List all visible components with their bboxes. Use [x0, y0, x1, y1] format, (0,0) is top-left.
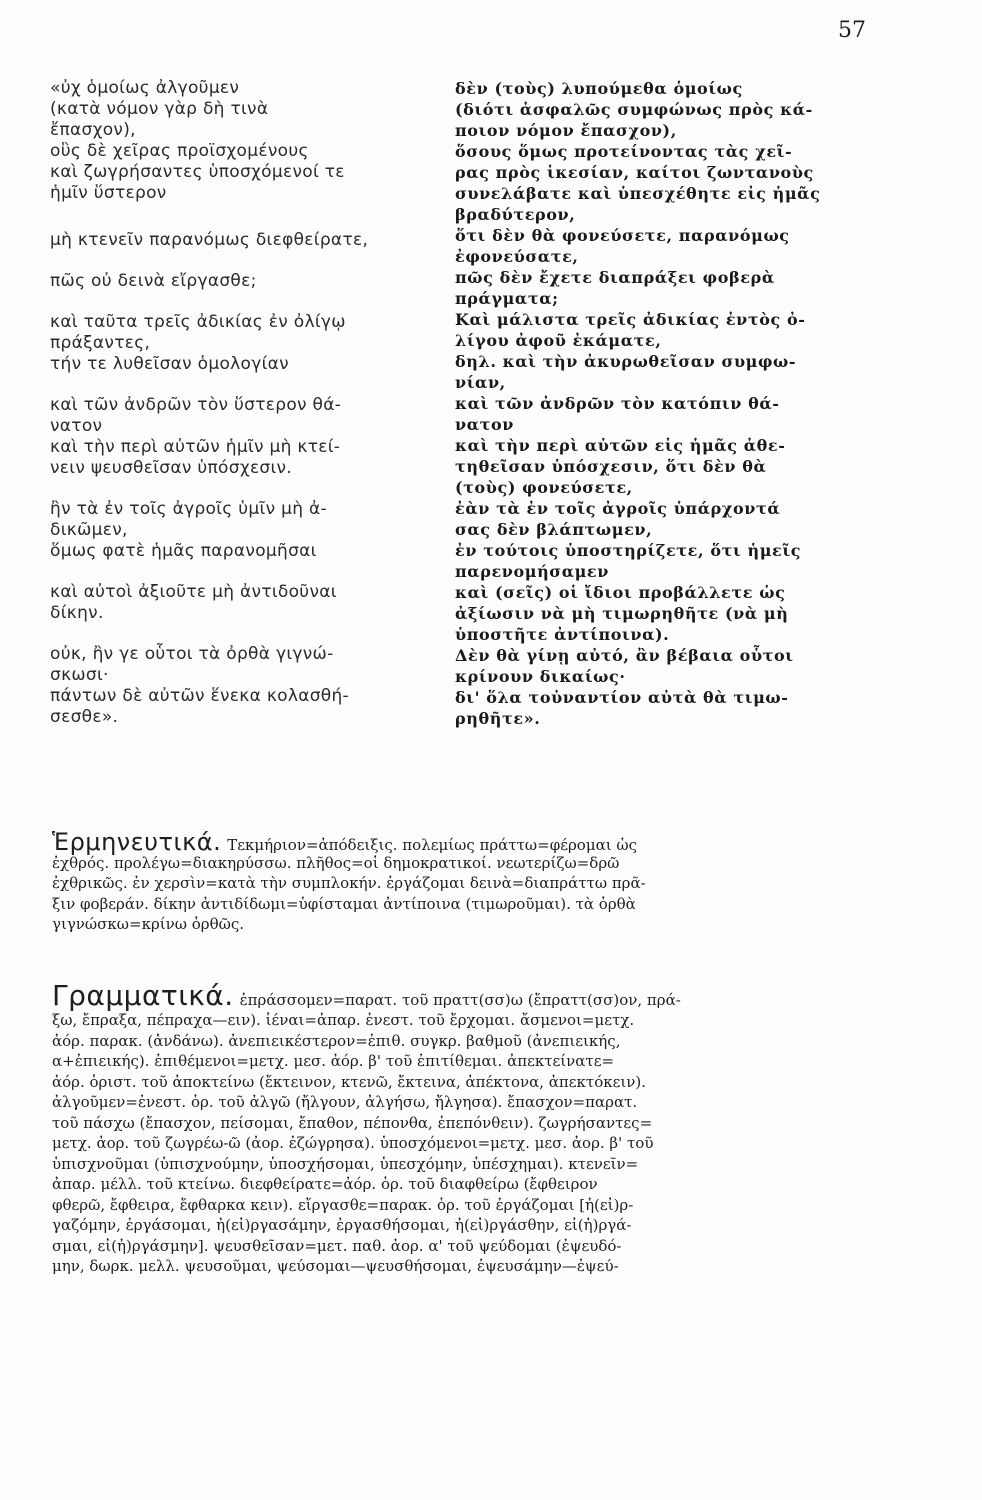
greek-stanza [50, 395, 442, 479]
verse-line: καὶ αὐτοὶ ἀξιοῦτε μὴ ἀντιδοῦναι [50, 582, 337, 602]
verse-line: δὲν (τοὺς) λυπούμεθα ὁμοίως [455, 79, 743, 98]
verse-line: ἐν τούτοις ὑποστηρίζετε, ὅτι ἡμεῖς [455, 541, 802, 560]
verse-line: καὶ (σεῖς) οἱ ἴδιοι προβάλλετε ὡς [455, 583, 786, 602]
verse-line: ἢν τὰ ἐν τοῖς ἀγροῖς ὑμῖν μὴ ἀ- [50, 499, 327, 519]
verse-line: δίκην. [50, 603, 104, 623]
translation-block [455, 78, 880, 729]
note-line: ἀόρ. ὁριστ. τοῦ ἀποκτείνω (ἔκτεινον, κτενῶ, ἔκτεινα, ἀπέκτονα, ἀπεκτόκειν). [52, 1072, 646, 1091]
note-line: ἀπαρ. μέλλ. τοῦ κτείνω. διεφθείρατε=ἀόρ. ὁρ. τοῦ διαφθείρω (ἔφθειρον [52, 1175, 598, 1193]
verse-line: ἐὰν τὰ ἐν τοῖς ἀγροῖς ὑπάρχοντά [455, 499, 781, 518]
note-line: ἐχθρικῶς. ἐν χερσὶν=κατὰ τὴν συμπλοκήν. ἐργάζομαι δεινὰ=διαπράττω πρᾶ- [52, 874, 646, 892]
verse-line: ρηθῆτε». [455, 709, 541, 728]
greek-stanza [50, 78, 442, 204]
verse-line: (τοὺς) φονεύσετε, [455, 478, 633, 497]
greek-stanza [50, 582, 442, 624]
verse-line: καὶ τῶν ἀνδρῶν τὸν ὕστερον θά- [50, 395, 342, 415]
verse-line: ἔπασχον), [50, 120, 136, 140]
note-line: σμαι, εἰ(ἠ)ργάσμην]. ψευσθεῖσαν=μετ. παθ. ἀορ. α' τοῦ ψεύδομαι (ἐψευδό- [52, 1236, 622, 1255]
verse-line: ἡμῖν ὕστερον [50, 183, 167, 203]
verse-line: (κατὰ νόμον γὰρ δὴ τινὰ [50, 99, 269, 119]
note-line: ξιν φοβεράν. δίκην ἀντιδίδωμι=ὑφίσταμαι ἀντίποινα (τιμωροῦμαι). τὰ ὀρθὰ [52, 894, 636, 913]
verse-line: βραδύτερον, [455, 205, 576, 224]
note-line: μετχ. ἀορ. τοῦ ζωγρέω-ῶ (ἀορ. ἐζώγρησα). ὑποσχόμενοι=μετχ. μεσ. ἀορ. β' τοῦ [52, 1134, 654, 1152]
verse-line: κρίνουν δικαίως· [455, 667, 626, 686]
greek-stanza [50, 271, 442, 292]
note-line: ἀλγοῦμεν=ἐνεστ. ὁρ. τοῦ ἀλγῶ (ἤλγουν, ἀλγήσω, ἤλγησα). ἔπασχον=παρατ. [52, 1093, 638, 1111]
verse-line: νίαν, [455, 373, 506, 392]
page-number: 57 [838, 18, 866, 43]
verse-line: καὶ ζωγρήσαντες ὑποσχόμενοί τε [50, 162, 345, 182]
note-line: φθερῶ, ἔφθειρα, ἔφθαρκα κειν). εἴργασθε=παρακ. ὁρ. τοῦ ἐργάζομαι [ἠ(εἰ)ρ- [52, 1195, 634, 1214]
note-line: γιγνώσκω=κρίνω ὀρθῶς. [52, 915, 245, 933]
verse-line: οὐκ, ἢν γε οὗτοι τὰ ὀρθὰ γιγνώ- [50, 644, 334, 664]
note-text: Τεκμήριον=ἀπόδειξις. πολεμίως πράττω=φέρομαι ὡς [227, 836, 637, 854]
verse-line: πῶς δὲν ἔχετε διαπράξει φοβερὰ [455, 268, 775, 287]
verse-line: οὓς δὲ χεῖρας προϊσχομένους [50, 141, 309, 161]
verse-line: δικῶμεν, [50, 520, 128, 540]
verse-line: πάντων δὲ αὐτῶν ἕνεκα κολασθή- [50, 686, 349, 706]
verse-line: «ὐχ ὁμοίως ἀλγοῦμεν [50, 78, 240, 98]
verse-line: νειν ψευσθεῖσαν ὑπόσχεσιν. [50, 458, 293, 478]
verse-line: ὅσους ὅμως προτείνοντας τὰς χεῖ- [455, 142, 793, 161]
note-line: γαζόμην, ἐργάσομαι, ἠ(εἰ)ργασάμην, ἐργασθήσομαι, ἠ(εἰ)ργάσθην, εἰ(ἠ)ργά- [52, 1216, 632, 1234]
ancient-text-column [50, 78, 442, 748]
grammatika-notes [52, 979, 887, 1277]
verse-line: συνελάβατε καὶ ὑπεσχέθητε εἰς ἡμᾶς [455, 184, 821, 203]
verse-line: πῶς οὐ δεινὰ εἴργασθε; [50, 271, 257, 291]
note-text: ἐπράσσομεν=παρατ. τοῦ πραττ(σσ)ω (ἔπραττ(σσ)ον, πρά- [239, 991, 681, 1009]
note-line: ὑπισχνοῦμαι (ὑπισχνούμην, ὑποσχήσομαι, ὑπεσχόμην, ὑπέσχημαι). κτενεῖν= [52, 1154, 639, 1173]
note-line: ἐχθρός. προλέγω=διακηρύσσω. πλῆθος=οἱ δημοκρατικοί. νεωτερίζω=δρῶ [52, 853, 620, 872]
note-line [52, 828, 887, 856]
verse-line: νατον [455, 415, 514, 434]
verse-line: λίγου ἀφοῦ ἐκάματε, [455, 331, 662, 350]
verse-line: καὶ ταῦτα τρεῖς ἀδικίας ἐν ὀλίγῳ [50, 312, 346, 332]
greek-stanza [50, 644, 442, 728]
verse-line: ὅμως φατὲ ἡμᾶς παρανομῆσαι [50, 541, 317, 561]
verse-line: (διότι ἀσφαλῶς συμφώνως πρὸς κά- [455, 100, 813, 119]
verse-line: ἀξίωσιν νὰ μὴ τιμωρηθῆτε (νὰ μὴ [455, 604, 789, 623]
translation-column [455, 78, 880, 749]
verse-line: ρας πρὸς ἱκεσίαν, καίτοι ζωντανοὺς [455, 163, 814, 182]
verse-line: μὴ κτενεῖν παρανόμως διεφθείρατε, [50, 230, 369, 250]
note-line: ἀόρ. παρακ. (ἁνδάνω). ἀνεπιεικέστερον=ἐπιθ. συγκρ. βαθμοῦ (ἀνεπιεικής, [52, 1031, 621, 1050]
greek-stanza [50, 312, 442, 375]
hermeneutika-heading: Ἑρμηνευτικά. [52, 828, 222, 856]
verse-line: Δὲν θὰ γίνῃ αὐτό, ἂν βέβαια οὗτοι [455, 646, 794, 665]
grammatika-heading: Γραμματικά. [52, 979, 234, 1012]
verse-line: τηθεῖσαν ὑπόσχεσιν, ὅτι δὲν θὰ [455, 457, 767, 476]
verse-line: νατον [50, 416, 103, 436]
greek-stanza [50, 230, 442, 251]
verse-line: ὑποστῆτε ἀντίποινα). [455, 625, 670, 644]
note-line: ξω, ἔπραξα, πέπραχα—ειν). ἰέναι=ἀπαρ. ἐνεστ. τοῦ ἔρχομαι. ἄσμενοι=μετχ. [52, 1011, 635, 1029]
note-line: μην, δωρκ. μελλ. ψευσοῦμαι, ψεύσομαι—ψευσθήσομαι, ἐψευσάμην—ἐψεύ- [52, 1257, 619, 1275]
note-line: τοῦ πάσχω (ἔπασχον, πείσομαι, ἔπαθον, πέπονθα, ἐπεπόνθειν). ζωγρήσαντες= [52, 1113, 653, 1132]
verse-line: πράγματα; [455, 289, 559, 308]
verse-line: ποιον νόμον ἔπασχον), [455, 121, 677, 140]
greek-stanza [50, 499, 442, 562]
verse-line: Καὶ μάλιστα τρεῖς ἀδικίας ἐντὸς ὀ- [455, 310, 806, 329]
verse-line: σεσθε». [50, 707, 119, 727]
verse-line: σκωσι· [50, 665, 109, 685]
verse-line: σας δὲν βλάπτωμεν, [455, 520, 653, 539]
verse-line: τήν τε λυθεῖσαν ὁμολογίαν [50, 354, 289, 374]
verse-line: καὶ τὴν περὶ αὐτῶν εἰς ἡμᾶς ἀθε- [455, 436, 786, 455]
verse-line: πράξαντες, [50, 333, 151, 353]
verse-line: δηλ. καὶ τὴν ἀκυρωθεῖσαν συμφω- [455, 352, 797, 371]
verse-line: καὶ τὴν περὶ αὐτῶν ἡμῖν μὴ κτεί- [50, 437, 341, 457]
verse-line: ἐφονεύσατε, [455, 247, 579, 266]
verse-line: ὅτι δὲν θὰ φονεύσετε, παρανόμως [455, 226, 790, 245]
verse-line: παρενομήσαμεν [455, 562, 609, 581]
note-line [52, 979, 887, 1012]
note-line: α+ἐπιεικής). ἐπιθέμενοι=μετχ. μεσ. ἀόρ. β' τοῦ ἐπιτίθεμαι. ἀπεκτείνατε= [52, 1052, 615, 1070]
verse-line: καὶ τῶν ἀνδρῶν τὸν κατόπιν θά- [455, 394, 780, 413]
verse-line: δι' ὅλα τοὐναντίον αὐτὰ θὰ τιμω- [455, 688, 789, 707]
hermeneutika-notes [52, 828, 887, 935]
